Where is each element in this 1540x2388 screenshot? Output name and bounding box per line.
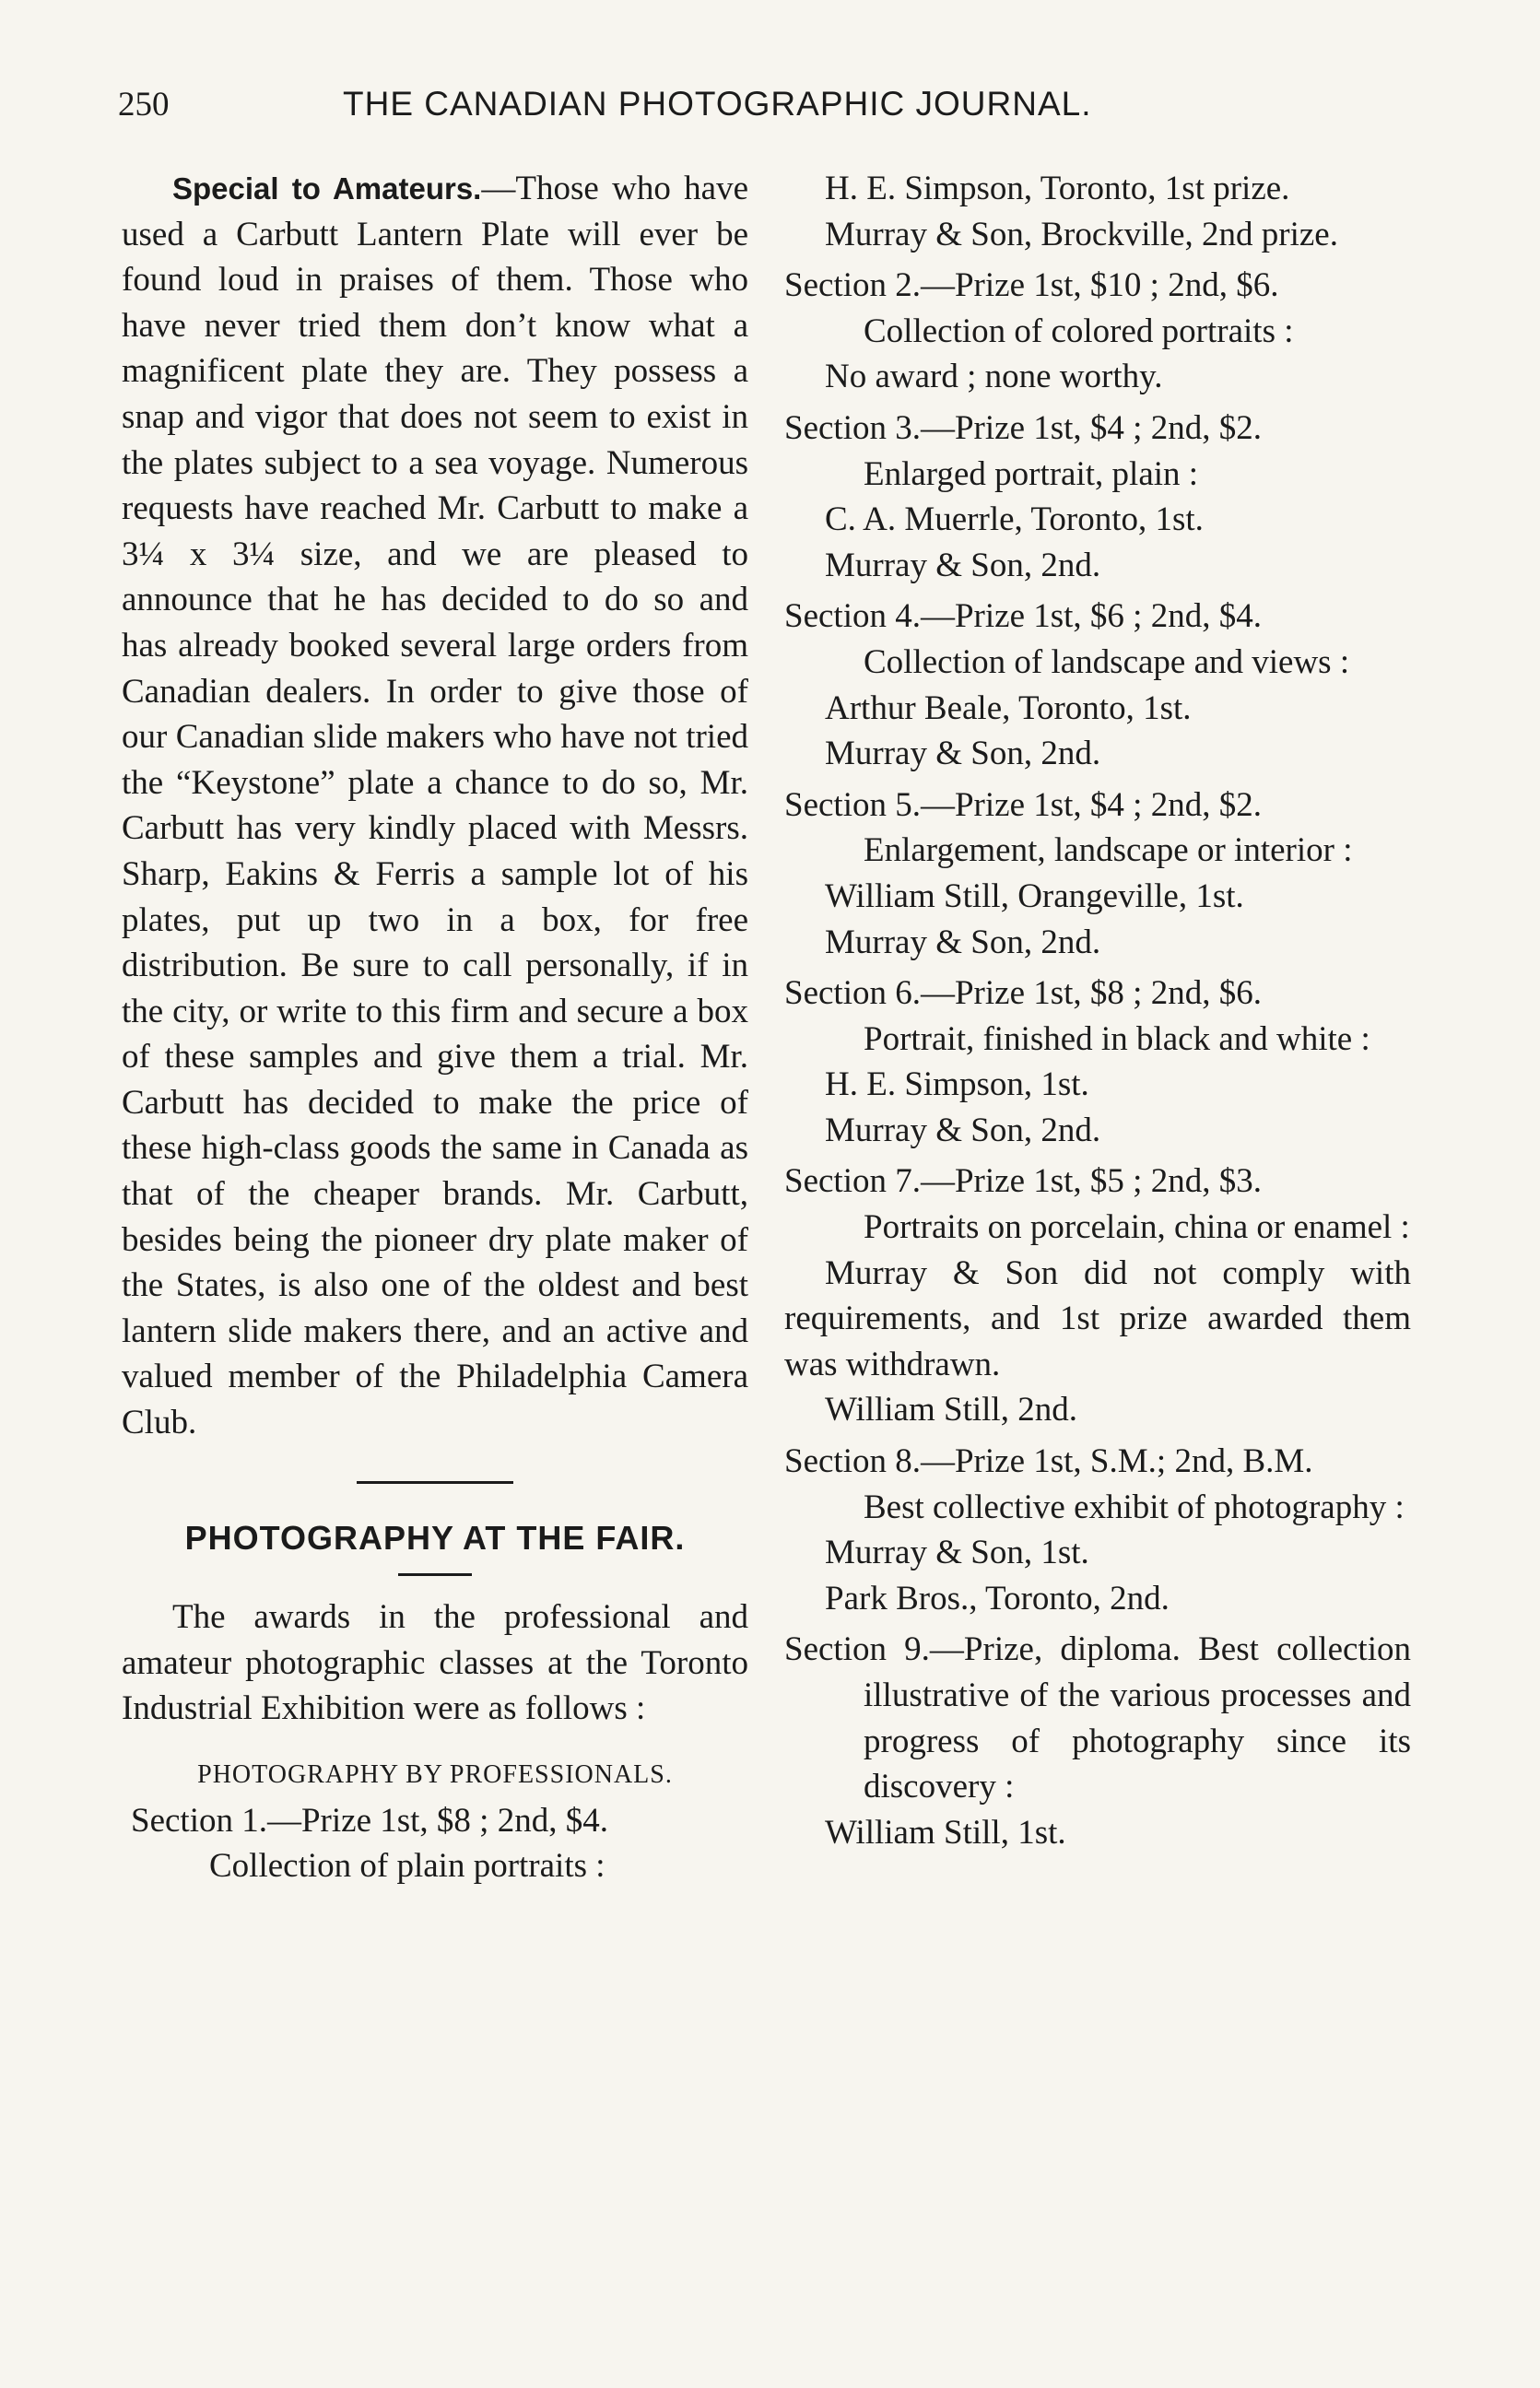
special-body: —Those who have used a Carbutt Lantern Plate will ever be found loud in praises of them. Those who have never tried them don’t know what a magnificent plate they are. They possess a snap and vigor that does not seem to exist in the plates subject to a sea voyage. Numerous requests have reached Mr. Carbutt to make a 3¼ x 3¼ size, and we are pleased to announce that he has decided to do so and has already booked several large orders from Canadian dealers. In order to give those of our Canadian slide makers who have not tried the “Keystone” plate a chance to do so, Mr. Carbutt has very kindly placed with Messrs. Sharp, Eakins & Ferris a sample lot of his plates, put up two in a box, for free distribution. Be sure to call personally, if in the city, or write to this firm and secure a box of these samples and give them a trial. Mr. Carbutt has decided to make the price of these high-class goods the same in Canada as that of the cheaper brands. Mr. Carbutt, besides being the pioneer dry plate maker of the States, is also one of the oldest and best lantern slide makers there, and an active and valued member of the Philadelphia Camera Club. (122, 170, 748, 1442)
section-8: Section 8.—Prize 1st, S.M.; 2nd, B.M. (784, 1442, 1313, 1481)
section-8-desc: Best collective exhibit of photography : (864, 1488, 1405, 1526)
running-title: THE CANADIAN PHOTOGRAPHIC JOURNAL. (343, 85, 1092, 123)
s7-note: Murray & Son did not comply with requirements, and 1st prize awarded them was withdrawn. (784, 1253, 1411, 1383)
right-column (784, 166, 1411, 1855)
section-7-desc: Portraits on porcelain, china or enamel : (864, 1208, 1410, 1247)
section-7: Section 7.—Prize 1st, $5 ; 2nd, $3. (784, 1162, 1262, 1201)
s4-award-2: Murray & Son, 2nd. (825, 735, 1101, 773)
divider-rule (357, 1481, 513, 1484)
section-1-desc: Collection of plain portraits : (209, 1847, 605, 1886)
s7-award: William Still, 2nd. (825, 1391, 1077, 1429)
s9-award: William Still, 1st. (825, 1813, 1066, 1852)
page-number: 250 (118, 86, 170, 124)
divider-rule-short (398, 1573, 472, 1576)
section-3: Section 3.—Prize 1st, $4 ; 2nd, $2. (784, 408, 1262, 447)
s4-award-1: Arthur Beale, Toronto, 1st. (825, 688, 1192, 727)
fair-heading: PHOTOGRAPHY AT THE FAIR. (184, 1518, 686, 1557)
section-5-desc: Enlargement, landscape or interior : (864, 831, 1353, 870)
professionals-heading: PHOTOGRAPHY BY PROFESSIONALS. (197, 1760, 673, 1789)
section-4-desc: Collection of landscape and views : (864, 642, 1350, 681)
s5-award-1: William Still, Orangeville, 1st. (825, 876, 1244, 915)
page-header (118, 85, 1422, 140)
section-2-desc: Collection of colored portraits : (864, 312, 1294, 350)
section-2: Section 2.—Prize 1st, $10 ; 2nd, $6. (784, 266, 1279, 305)
section-5: Section 5.—Prize 1st, $4 ; 2nd, $2. (784, 785, 1262, 824)
s1-award-1: H. E. Simpson, Toronto, 1st prize. (825, 170, 1290, 207)
section-1: Section 1.—Prize 1st, $8 ; 2nd, $4. (131, 1801, 608, 1840)
left-column (122, 166, 748, 1889)
s2-award: No award ; none worthy. (825, 358, 1163, 396)
s5-award-2: Murray & Son, 2nd. (825, 923, 1101, 961)
s6-award-1: H. E. Simpson, 1st. (825, 1065, 1089, 1104)
section-6: Section 6.—Prize 1st, $8 ; 2nd, $6. (784, 974, 1262, 1013)
section-3-desc: Enlarged portrait, plain : (864, 454, 1199, 493)
s3-award-1: C. A. Muerrle, Toronto, 1st. (825, 500, 1204, 539)
s1-award-2-text: Murray & Son, Brockville, 2nd prize. (825, 215, 1338, 253)
special-lead: Special to Amateurs. (172, 171, 482, 206)
s8-award-1: Murray & Son, 1st. (825, 1534, 1089, 1572)
section-4: Section 4.—Prize 1st, $6 ; 2nd, $4. (784, 597, 1262, 636)
fair-intro: The awards in the professional and amateur photographic classes at the Toronto Industrial Exhibition were as follows : (122, 1598, 748, 1728)
s8-award-2: Park Bros., Toronto, 2nd. (825, 1579, 1170, 1617)
s1-award-2 (784, 212, 1411, 258)
s6-award-2: Murray & Son, 2nd. (825, 1111, 1101, 1149)
special-to-amateurs-paragraph (122, 166, 748, 1446)
s3-award-2: Murray & Son, 2nd. (825, 546, 1101, 584)
section-6-desc: Portrait, finished in black and white : (864, 1019, 1370, 1058)
section-9: Section 9.—Prize, diploma. Best collection illustrative of the various processes and progress of photography since its discovery : (784, 1630, 1411, 1806)
